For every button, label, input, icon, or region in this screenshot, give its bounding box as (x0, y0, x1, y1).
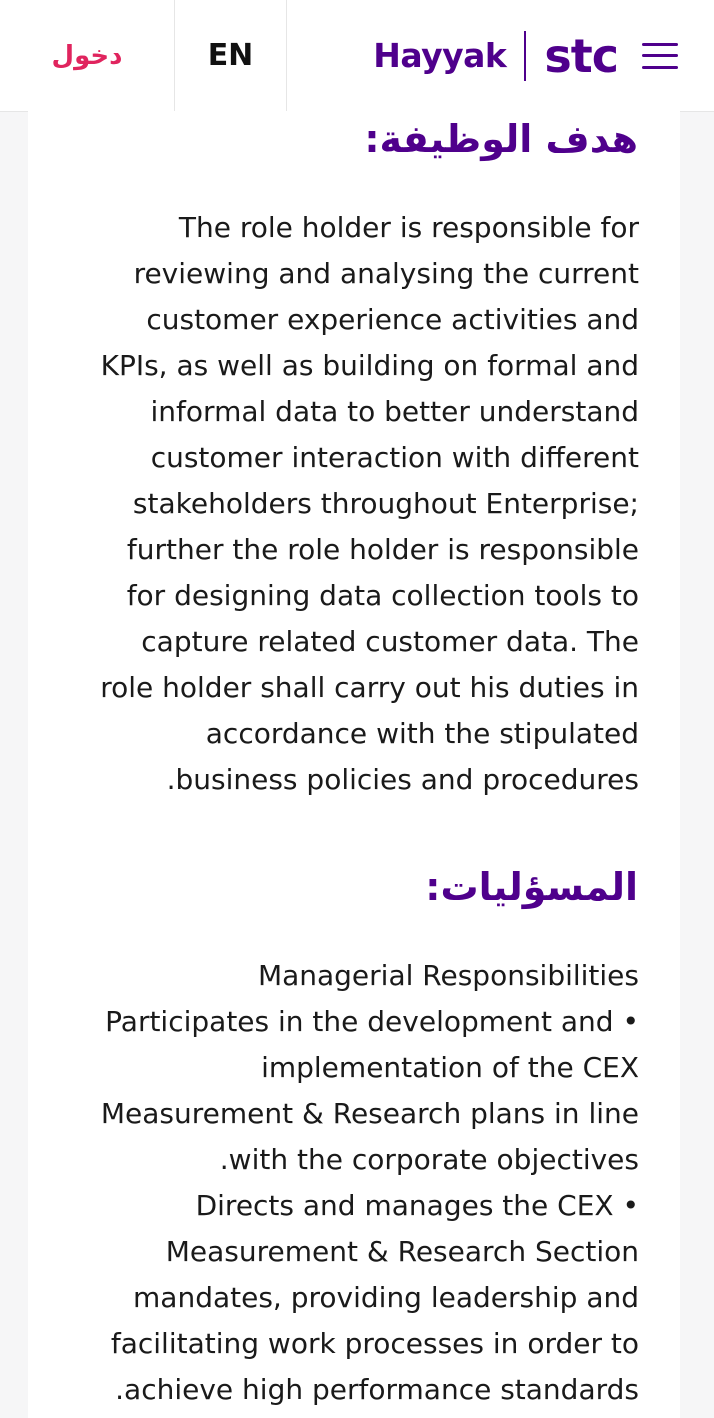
responsibility-line: Managerial Responsibilities (257, 959, 639, 992)
hamburger-menu-icon[interactable] (642, 43, 678, 69)
top-header (0, 0, 714, 112)
responsibility-line: mandates, providing leadership and (133, 1281, 639, 1314)
goal-line: role holder shall carry out his duties in (100, 671, 639, 704)
goal-line: for designing data collection tools to (126, 579, 639, 612)
goal-line: accordance with the stipulated (205, 717, 639, 750)
goal-line: informal data to better understand (150, 395, 639, 428)
responsibilities-text (39, 953, 639, 1413)
job-goal-text (39, 205, 639, 803)
brand-divider (524, 31, 526, 81)
goal-line: KPIs, as well as building on formal and (100, 349, 639, 382)
stc-logo[interactable]: stc (544, 28, 618, 83)
responsibility-line: Measurement & Research plans in line (100, 1097, 639, 1130)
responsibility-line: .achieve high performance standards (115, 1373, 639, 1406)
responsibility-line: Directs and manages the CEX • (195, 1189, 639, 1222)
responsibilities-title: المسؤليات: (425, 865, 638, 909)
goal-line: stakeholders throughout Enterprise; (132, 487, 639, 520)
responsibility-line: implementation of the CEX (261, 1051, 639, 1084)
goal-line: .business policies and procedures (166, 763, 639, 796)
brand-area (287, 0, 714, 111)
job-details-card (28, 111, 680, 1418)
job-goal-title: هدف الوظيفة: (364, 117, 638, 161)
goal-line: capture related customer data. The (141, 625, 639, 658)
goal-line: customer interaction with different (150, 441, 639, 474)
goal-line: further the role holder is responsible (126, 533, 639, 566)
goal-line: reviewing and analysing the current (133, 257, 639, 290)
hayyak-logo[interactable]: Hayyak (373, 36, 507, 75)
goal-line: customer experience activities and (146, 303, 639, 336)
language-toggle[interactable]: EN (175, 0, 287, 111)
goal-line: The role holder is responsible for (178, 211, 639, 244)
responsibility-line: Participates in the development and • (105, 1005, 639, 1038)
responsibility-line: facilitating work processes in order to (110, 1327, 639, 1360)
responsibility-line: Measurement & Research Section (165, 1235, 639, 1268)
responsibility-line: .with the corporate objectives (219, 1143, 639, 1176)
login-link[interactable]: دخول (0, 0, 175, 111)
